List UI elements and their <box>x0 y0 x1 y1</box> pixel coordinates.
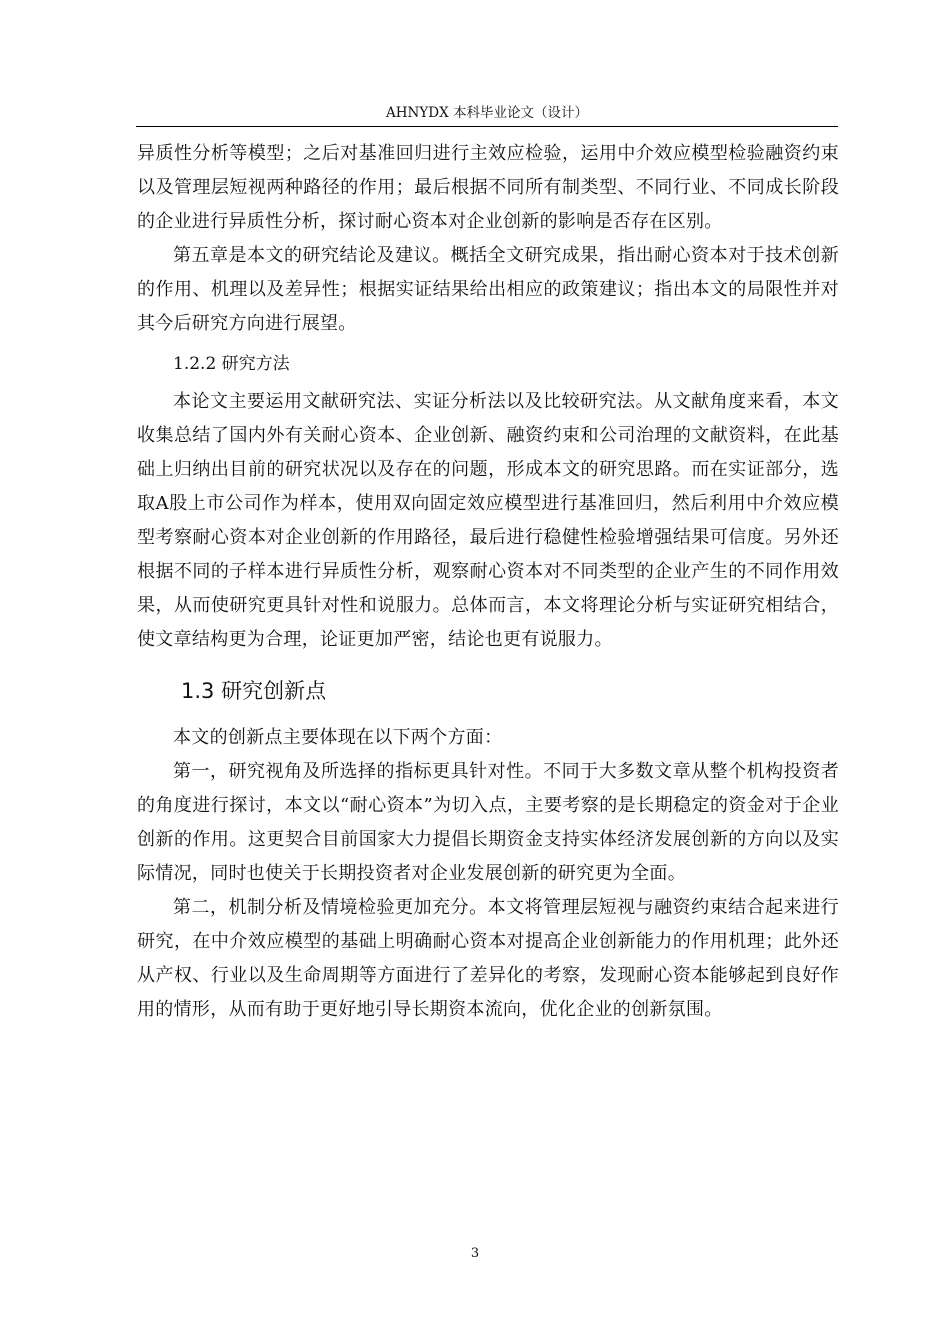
paragraph-innovation-intro: 本文的创新点主要体现在以下两个方面： <box>173 727 503 748</box>
paragraph-innovation-first: 第一，研究视角及所选择的指标更具针对性。不同于大多数文章从整个机构投资者的角度进行探讨，本文以“耐心资本”为切入点，主要考察的是长期稳定的资金对于企业创新的作用。这更契合目前国家大力提倡长期资金支持实体经济发展创新的方向以及实际情况，同时也使关于长期投资者对企业发展创新的研究更为全面。 <box>137 761 839 884</box>
running-header: AHNYDX 本科毕业论文（设计） <box>386 105 588 121</box>
section-heading-1-2-2: 1.2.2 研究方法 <box>173 354 290 374</box>
paragraph-chapter-five: 第五章是本文的研究结论及建议。概括全文研究成果，指出耐心资本对于技术创新的作用、机理以及差异性；根据实证结果给出相应的政策建议；指出本文的局限性并对其今后研究方向进行展望。 <box>137 245 839 334</box>
header-divider <box>136 126 838 127</box>
paragraph-continued: 异质性分析等模型；之后对基准回归进行主效应检验，运用中介效应模型检验融资约束以及管理层短视两种路径的作用；最后根据不同所有制类型、不同行业、不同成长阶段的企业进行异质性分析，探讨耐心资本对企业创新的影响是否存在区别。 <box>137 143 839 232</box>
body-text <box>137 137 839 1027</box>
paragraph-innovation-second: 第二，机制分析及情境检验更加充分。本文将管理层短视与融资约束结合起来进行研究，在中介效应模型的基础上明确耐心资本对提高企业创新能力的作用机理；此外还从产权、行业以及生命周期等方面进行了差异化的考察，发现耐心资本能够起到良好作用的情形，从而有助于更好地引导长期资本流向，优化企业的创新氛围。 <box>137 897 839 1020</box>
section-heading-1-3: 1.3 研究创新点 <box>181 679 327 703</box>
page-number: 3 <box>470 1246 480 1261</box>
paragraph-research-methods: 本论文主要运用文献研究法、实证分析法以及比较研究法。从文献角度来看，本文收集总结了国内外有关耐心资本、企业创新、融资约束和公司治理的文献资料，在此基础上归纳出目前的研究状况以及存在的问题，形成本文的研究思路。而在实证部分，选取A股上市公司作为样本，使用双向固定效应模型进行基准回归，然后利用中介效应模型考察耐心资本对企业创新的作用路径，最后进行稳健性检验增强结果可信度。另外还根据不同的子样本进行异质性分析，观察耐心资本对不同类型的企业产生的不同作用效果，从而使研究更具针对性和说服力。总体而言，本文将理论分析与实证研究相结合，使文章结构更为合理，论证更加严密，结论也更有说服力。 <box>137 391 839 650</box>
